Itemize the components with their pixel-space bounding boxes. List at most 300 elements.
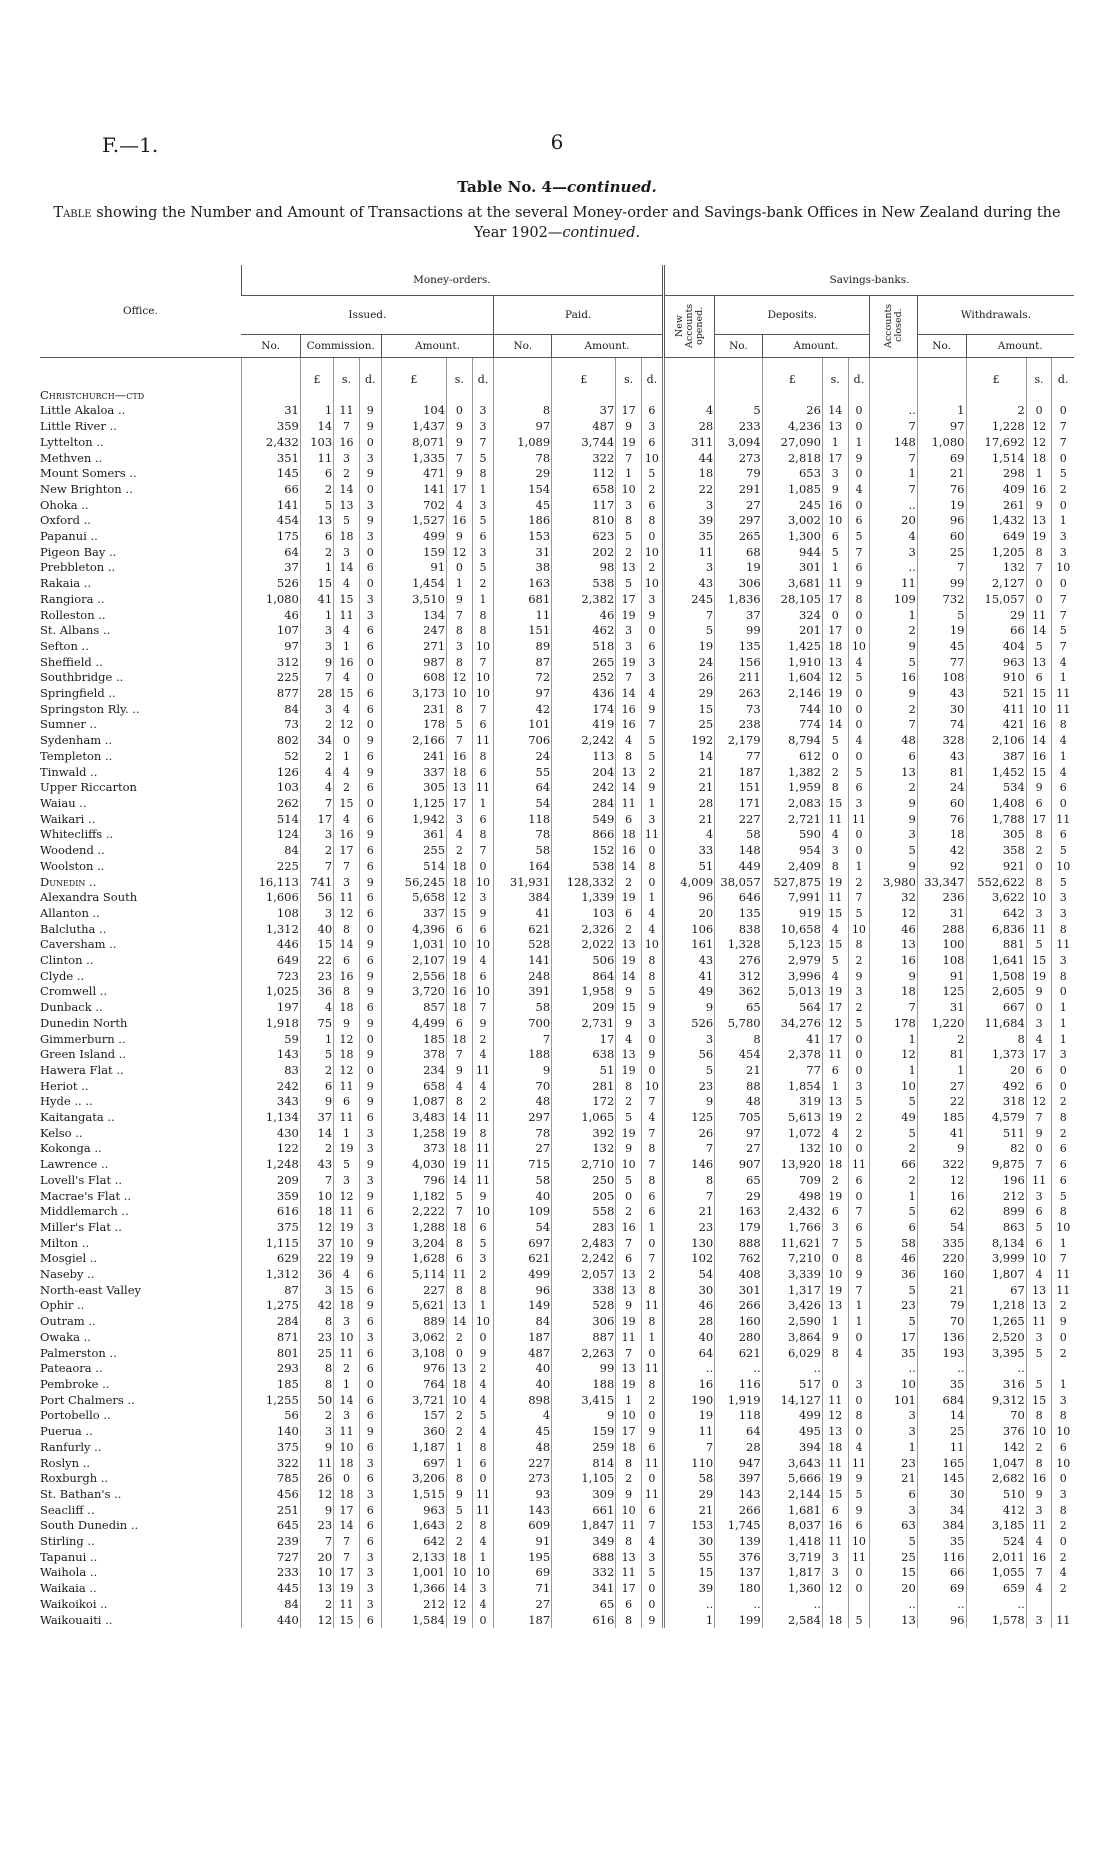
- table-cell: 3: [1052, 529, 1074, 545]
- table-cell: 0: [447, 403, 473, 419]
- table-cell: 2: [848, 1000, 870, 1016]
- table-cell: 762: [715, 1251, 762, 1267]
- table-cell: 487: [494, 1346, 552, 1362]
- table-row: [40, 906, 1074, 922]
- table-row: [40, 1220, 1074, 1236]
- table-cell: 24: [917, 780, 966, 796]
- table-cell: 9: [848, 1267, 870, 1283]
- table-cell: 2: [1026, 1440, 1052, 1456]
- table-cell: 305: [381, 780, 446, 796]
- table-cell: 227: [715, 812, 762, 828]
- table-cell: 4: [1026, 1581, 1052, 1597]
- table-cell: 838: [715, 922, 762, 938]
- table-cell: 197: [241, 1000, 300, 1016]
- table-cell: 11: [848, 1550, 870, 1566]
- table-cell: 15: [822, 796, 848, 812]
- table-cell: 335: [917, 1236, 966, 1252]
- table-cell: 18: [334, 1000, 360, 1016]
- table-cell: 318: [966, 1094, 1026, 1110]
- table-cell: 322: [552, 451, 616, 467]
- table-cell: 7: [641, 1518, 663, 1534]
- table-cell: 6: [359, 1346, 381, 1362]
- table-cell: 7: [300, 796, 333, 812]
- table-cell: 4,579: [966, 1110, 1026, 1126]
- office-name: Little River ..: [40, 419, 117, 434]
- table-cell: 5: [1052, 466, 1074, 482]
- office-name: Kelso ..: [40, 1125, 83, 1140]
- table-cell: 71: [494, 1581, 552, 1597]
- table-cell: 5: [1026, 1220, 1052, 1236]
- table-cell: 9: [472, 1346, 494, 1362]
- table-cell: 9: [359, 969, 381, 985]
- table-cell: 132: [552, 1141, 616, 1157]
- table-cell: 8: [1026, 1408, 1052, 1424]
- table-cell: 6: [447, 1016, 473, 1032]
- table-cell: 1: [1052, 1032, 1074, 1048]
- table-cell: 266: [715, 1503, 762, 1519]
- table-cell: 280: [715, 1330, 762, 1346]
- table-cell: 10: [1052, 1220, 1074, 1236]
- table-cell: 700: [494, 1016, 552, 1032]
- table-cell: 5,114: [381, 1267, 446, 1283]
- table-cell: 1: [822, 1314, 848, 1330]
- table-cell: 159: [552, 1424, 616, 1440]
- table-cell: 0: [616, 1189, 642, 1205]
- table-cell: 1,408: [966, 796, 1026, 812]
- table-cell: 7: [1052, 608, 1074, 624]
- table-cell: 445: [241, 1581, 300, 1597]
- table-cell: 79: [715, 466, 762, 482]
- unit-pound: £: [300, 372, 333, 388]
- table-cell: 1,288: [381, 1220, 446, 1236]
- table-cell: 8: [1026, 827, 1052, 843]
- table-cell: 6: [359, 1000, 381, 1016]
- table-cell: 2: [447, 1408, 473, 1424]
- table-cell: 4: [300, 765, 333, 781]
- table-cell: 1: [472, 482, 494, 498]
- table-cell: 19: [447, 1126, 473, 1142]
- table-cell: 5: [472, 560, 494, 576]
- table-cell: 9: [641, 1424, 663, 1440]
- table-cell: 6: [641, 1189, 663, 1205]
- table-cell: 24: [494, 749, 552, 765]
- office-name: Christchurch—ctd: [40, 387, 145, 402]
- table-cell: 220: [917, 1251, 966, 1267]
- table-cell: 1,918: [241, 1016, 300, 1032]
- table-cell: 6: [359, 1204, 381, 1220]
- office-name: Allanton ..: [40, 905, 100, 920]
- table-row: [40, 765, 1074, 781]
- office-name: Caversham ..: [40, 937, 117, 952]
- table-cell: 0: [359, 922, 381, 938]
- table-cell: 8,794: [762, 733, 822, 749]
- table-cell: 9: [822, 1330, 848, 1346]
- table-cell: 97: [494, 686, 552, 702]
- table-cell: 0: [848, 749, 870, 765]
- table-cell: 19: [447, 1157, 473, 1173]
- table-cell: 8: [1026, 875, 1052, 891]
- table-row: [40, 560, 1074, 576]
- table-row: [40, 1314, 1074, 1330]
- table-cell: 306: [552, 1314, 616, 1330]
- table-cell: 28: [663, 796, 714, 812]
- office-name: Woodend ..: [40, 843, 105, 858]
- table-row: [40, 1157, 1074, 1173]
- table-cell: 97: [241, 639, 300, 655]
- table-cell: 190: [663, 1393, 714, 1409]
- table-cell: 6: [359, 1518, 381, 1534]
- table-cell: 118: [715, 1408, 762, 1424]
- table-cell: 1,087: [381, 1094, 446, 1110]
- table-cell: 13: [822, 419, 848, 435]
- table-cell: 36: [300, 1267, 333, 1283]
- table-cell: 36: [300, 984, 333, 1000]
- table-cell: 552,622: [966, 875, 1026, 891]
- table-cell: 31: [241, 403, 300, 419]
- table-cell: 723: [241, 969, 300, 985]
- table-cell: 3: [472, 1251, 494, 1267]
- table-cell: 149: [494, 1298, 552, 1314]
- table-cell: 19: [822, 686, 848, 702]
- table-cell: 11: [472, 1141, 494, 1157]
- table-cell: 18: [822, 1613, 848, 1629]
- table-cell: 19: [822, 984, 848, 1000]
- table-cell: 10: [472, 875, 494, 891]
- table-cell: 14: [447, 1314, 473, 1330]
- table-cell: 140: [241, 1424, 300, 1440]
- table-cell: 233: [241, 1565, 300, 1581]
- table-cell: 3,999: [966, 1251, 1026, 1267]
- table-cell: 6: [616, 1597, 642, 1613]
- table-cell: 8: [616, 749, 642, 765]
- table-cell: 6: [641, 435, 663, 451]
- table-cell: 1,515: [381, 1487, 446, 1503]
- table-cell: 8: [447, 702, 473, 718]
- table-cell: 1,919: [715, 1393, 762, 1409]
- table-cell: 3: [616, 639, 642, 655]
- table-cell: 511: [966, 1126, 1026, 1142]
- table-cell: 103: [552, 906, 616, 922]
- table-cell: 8: [472, 1126, 494, 1142]
- table-cell: 12: [822, 670, 848, 686]
- table-cell: 3: [1026, 1330, 1052, 1346]
- table-cell: 77: [762, 1063, 822, 1079]
- table-cell: 19: [822, 1471, 848, 1487]
- table-cell: 1: [870, 608, 917, 624]
- table-cell: 9: [359, 765, 381, 781]
- table-cell: 412: [966, 1503, 1026, 1519]
- table-cell: 134: [381, 608, 446, 624]
- table-cell: 16: [870, 670, 917, 686]
- table-cell: 40: [494, 1189, 552, 1205]
- table-cell: 18: [334, 1487, 360, 1503]
- table-cell: 11: [822, 890, 848, 906]
- table-cell: 163: [494, 576, 552, 592]
- table-cell: 11: [1026, 1314, 1052, 1330]
- office-name: Mosgiel ..: [40, 1251, 98, 1266]
- table-cell: 64: [241, 545, 300, 561]
- table-cell: 5: [822, 733, 848, 749]
- table-cell: 10: [472, 1314, 494, 1330]
- table-cell: 6: [359, 1267, 381, 1283]
- table-cell: 14: [447, 1110, 473, 1126]
- table-cell: 2,409: [762, 859, 822, 875]
- table-cell: 1,958: [552, 984, 616, 1000]
- table-cell: 1: [472, 592, 494, 608]
- table-cell: 8: [472, 1283, 494, 1299]
- table-cell: 40: [300, 922, 333, 938]
- table-cell: 8: [616, 1079, 642, 1095]
- table-cell: 2,432: [762, 1204, 822, 1220]
- table-cell: 3: [1052, 1487, 1074, 1503]
- table-cell: 4: [616, 733, 642, 749]
- table-cell: 7: [447, 608, 473, 624]
- table-cell: 5: [848, 765, 870, 781]
- unit-pound: £: [552, 372, 616, 388]
- table-cell: 2: [641, 765, 663, 781]
- table-cell: 2: [1052, 1094, 1074, 1110]
- table-cell: 0: [848, 827, 870, 843]
- table-cell: 492: [966, 1079, 1026, 1095]
- table-cell: 332: [552, 1565, 616, 1581]
- table-cell: 11: [917, 1440, 966, 1456]
- table-cell: 1: [472, 1298, 494, 1314]
- table-cell: 4: [663, 403, 714, 419]
- table-cell: 7: [641, 1126, 663, 1142]
- table-cell: 1: [472, 1550, 494, 1566]
- table-cell: 801: [241, 1346, 300, 1362]
- page-number: 6: [550, 130, 564, 154]
- table-cell: 11: [1052, 1283, 1074, 1299]
- table-cell: 99: [552, 1361, 616, 1377]
- table-row: [40, 1126, 1074, 1142]
- table-cell: 242: [241, 1079, 300, 1095]
- table-cell: 8: [641, 513, 663, 529]
- table-cell: 3: [870, 827, 917, 843]
- table-cell: 6: [359, 1613, 381, 1629]
- table-cell: 18: [300, 1204, 333, 1220]
- table-cell: 3,643: [762, 1456, 822, 1472]
- table-cell: 0: [848, 466, 870, 482]
- table-cell: 65: [715, 1173, 762, 1189]
- table-cell: 2: [472, 1361, 494, 1377]
- table-cell: 471: [381, 466, 446, 482]
- table-cell: 110: [663, 1456, 714, 1472]
- table-cell: 255: [381, 843, 446, 859]
- table-cell: 225: [241, 670, 300, 686]
- table-cell: 11: [447, 1267, 473, 1283]
- table-cell: 312: [241, 655, 300, 671]
- table-cell: 10: [641, 451, 663, 467]
- table-cell: 96: [917, 513, 966, 529]
- table-cell: 46: [870, 922, 917, 938]
- table-cell: 8: [822, 780, 848, 796]
- table-cell: 6: [641, 498, 663, 514]
- table-cell: 8: [472, 1440, 494, 1456]
- table-cell: 8: [472, 608, 494, 624]
- table-cell: 66: [917, 1565, 966, 1581]
- table-cell: 11: [641, 827, 663, 843]
- table-cell: 9: [334, 1016, 360, 1032]
- table-cell: 4: [1026, 1534, 1052, 1550]
- table-cell: 13: [822, 1424, 848, 1440]
- table-cell: 6: [359, 1393, 381, 1409]
- table-cell: 6: [472, 969, 494, 985]
- table-cell: 3: [822, 1565, 848, 1581]
- table-cell: [1052, 1361, 1074, 1377]
- table-cell: 14: [663, 749, 714, 765]
- table-cell: 7,991: [762, 890, 822, 906]
- table-cell: 172: [552, 1094, 616, 1110]
- table-cell: 3: [447, 812, 473, 828]
- table-cell: 1: [641, 890, 663, 906]
- table-row: [40, 623, 1074, 639]
- table-cell: 132: [762, 1141, 822, 1157]
- table-cell: 4: [300, 780, 333, 796]
- new-accounts-header: New Accounts opened.: [663, 296, 714, 358]
- table-cell: 0: [334, 733, 360, 749]
- table-cell: 1: [300, 403, 333, 419]
- table-cell: 97: [494, 419, 552, 435]
- table-cell: 165: [917, 1456, 966, 1472]
- table-cell: 18: [447, 765, 473, 781]
- table-cell: 233: [715, 419, 762, 435]
- office-name: Woolston ..: [40, 858, 105, 873]
- table-cell: 341: [552, 1581, 616, 1597]
- table-cell: 11: [472, 1157, 494, 1173]
- table-cell: 774: [762, 717, 822, 733]
- office-name: Clyde ..: [40, 968, 85, 983]
- table-cell: 3: [1052, 545, 1074, 561]
- table-cell: 143: [494, 1503, 552, 1519]
- table-cell: 621: [494, 1251, 552, 1267]
- table-cell: 14: [822, 717, 848, 733]
- table-cell: 2,378: [762, 1047, 822, 1063]
- table-row: [40, 1079, 1074, 1095]
- table-cell: 209: [241, 1173, 300, 1189]
- table-cell: 3,204: [381, 1236, 446, 1252]
- table-cell: 0: [641, 875, 663, 891]
- table-cell: 802: [241, 733, 300, 749]
- table-cell: 20: [663, 906, 714, 922]
- table-cell: 9: [552, 1408, 616, 1424]
- table-cell: 4,396: [381, 922, 446, 938]
- table-cell: 3: [1052, 906, 1074, 922]
- table-row: [40, 953, 1074, 969]
- table-cell: 13: [334, 498, 360, 514]
- table-cell: 3: [641, 670, 663, 686]
- table-cell: 1: [917, 1063, 966, 1079]
- table-cell: 11: [1052, 1613, 1074, 1629]
- table-cell: ..: [715, 1361, 762, 1377]
- table-cell: 76: [917, 482, 966, 498]
- table-cell: 409: [966, 482, 1026, 498]
- table-cell: 10: [447, 1565, 473, 1581]
- table-cell: 17: [300, 812, 333, 828]
- table-cell: 2: [848, 875, 870, 891]
- table-cell: 3: [1026, 1613, 1052, 1629]
- table-cell: 48: [494, 1440, 552, 1456]
- table-cell: 8: [1026, 1456, 1052, 1472]
- table-cell: 245: [762, 498, 822, 514]
- table-cell: 16: [822, 1518, 848, 1534]
- table-row: [40, 969, 1074, 985]
- table-cell: 16: [447, 749, 473, 765]
- table-cell: 1: [917, 403, 966, 419]
- table-cell: 709: [762, 1173, 822, 1189]
- table-cell: 7: [300, 859, 333, 875]
- table-cell: 40: [494, 1377, 552, 1393]
- table-cell: 89: [494, 639, 552, 655]
- table-cell: 2: [447, 843, 473, 859]
- table-cell: 143: [715, 1487, 762, 1503]
- table-cell: 18: [870, 984, 917, 1000]
- table-cell: 1,182: [381, 1189, 446, 1205]
- table-cell: 11,684: [966, 1016, 1026, 1032]
- table-cell: 2,326: [552, 922, 616, 938]
- table-cell: 22: [300, 953, 333, 969]
- table-cell: 51: [663, 859, 714, 875]
- table-cell: 857: [381, 1000, 446, 1016]
- table-cell: 7: [663, 1440, 714, 1456]
- table-cell: 4: [1052, 733, 1074, 749]
- table-cell: 2,682: [966, 1471, 1026, 1487]
- table-cell: 6: [870, 1487, 917, 1503]
- table-cell: 6: [359, 1283, 381, 1299]
- table-cell: 10: [472, 686, 494, 702]
- table-cell: [1026, 388, 1052, 404]
- table-number: Table No. 4: [457, 178, 552, 196]
- table-row: [40, 702, 1074, 718]
- table-cell: 11: [334, 1597, 360, 1613]
- table-cell: 1,339: [552, 890, 616, 906]
- table-row: [40, 1141, 1074, 1157]
- table-cell: 9: [848, 1471, 870, 1487]
- table-cell: 10: [1052, 1424, 1074, 1440]
- table-cell: 60: [917, 529, 966, 545]
- table-cell: 154: [494, 482, 552, 498]
- table-cell: 11: [1052, 1267, 1074, 1283]
- table-cell: 11: [472, 1487, 494, 1503]
- table-cell: 22: [663, 482, 714, 498]
- table-cell: 0: [641, 1346, 663, 1362]
- table-cell: 84: [241, 702, 300, 718]
- table-subtitle: [40, 203, 1074, 243]
- table-cell: 73: [715, 702, 762, 718]
- table-cell: 284: [552, 796, 616, 812]
- table-cell: 11: [334, 1110, 360, 1126]
- table-cell: 9: [472, 906, 494, 922]
- table-cell: 238: [715, 717, 762, 733]
- table-cell: 16: [334, 969, 360, 985]
- table-cell: 14: [1026, 623, 1052, 639]
- table-cell: 187: [494, 1330, 552, 1346]
- table-cell: 732: [917, 592, 966, 608]
- table-cell: 7: [1026, 560, 1052, 576]
- office-name: Papanui ..: [40, 529, 98, 544]
- office-name: Methven ..: [40, 450, 103, 465]
- table-cell: 11: [300, 451, 333, 467]
- table-cell: 8: [300, 1361, 333, 1377]
- table-cell: 298: [966, 466, 1026, 482]
- table-cell: 4: [870, 529, 917, 545]
- table-cell: 5: [848, 906, 870, 922]
- table-cell: 8: [641, 1377, 663, 1393]
- table-cell: 16: [616, 702, 642, 718]
- table-cell: [917, 388, 966, 404]
- table-cell: 1,382: [762, 765, 822, 781]
- table-title-suffix: —continued.: [551, 178, 657, 196]
